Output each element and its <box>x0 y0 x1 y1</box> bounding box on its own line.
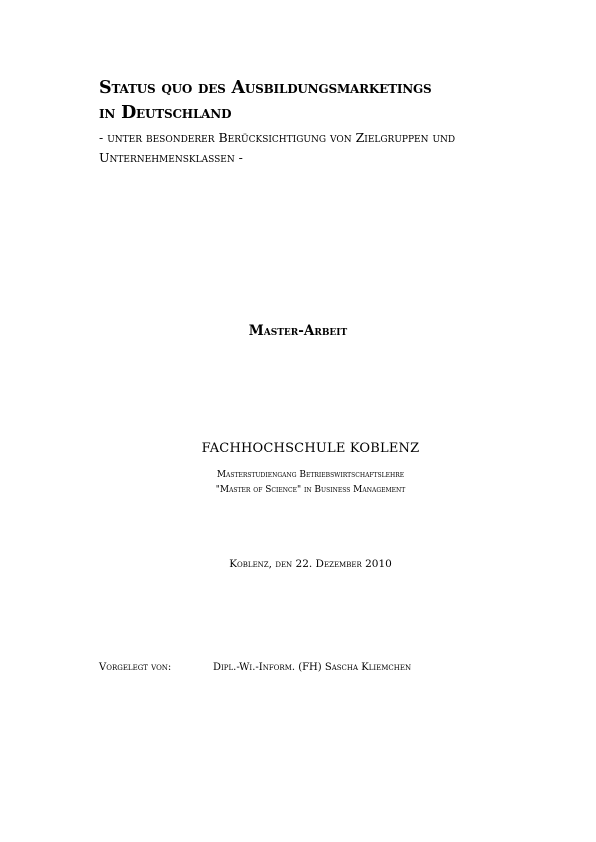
thesis-type: Master-Arbeit <box>248 323 348 339</box>
thesis-subtitle-line-2: Unternehmensklassen - <box>99 150 243 165</box>
institution-name: FACHHOCHSCHULE KOBLENZ <box>201 441 420 456</box>
thesis-title-line-2: in Deutschland <box>99 103 232 123</box>
thesis-subtitle <box>99 128 539 168</box>
place-and-date: Koblenz, den 22. Dezember 2010 <box>229 558 392 570</box>
title-block <box>99 76 539 168</box>
author-name: Dipl.-Wi.-Inform. (FH) Sascha Kliemchen <box>213 662 412 673</box>
study-program-line-2: "Master of Science" in Business Management <box>215 485 406 495</box>
submitted-by-label: Vorgelegt von: <box>99 662 172 673</box>
study-program <box>0 468 596 498</box>
study-program-line-1: Masterstudiengang Betriebswirtschaftslehre <box>216 470 405 480</box>
thesis-title <box>99 76 539 126</box>
thesis-title-line-1: Status quo des Ausbildungsmarketings <box>99 78 432 98</box>
thesis-subtitle-line-1: - unter besonderer Berücksichtigung von Zielgruppen und <box>99 130 456 145</box>
